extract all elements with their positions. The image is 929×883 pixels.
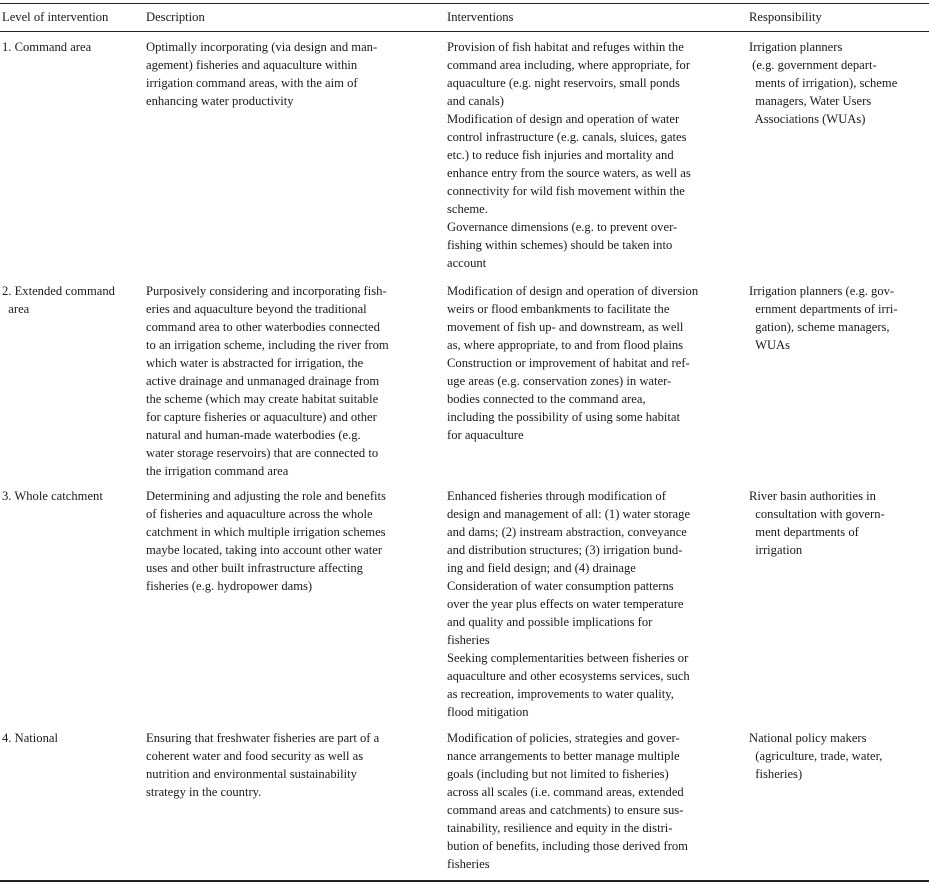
row-4-level: 4. National [2,731,58,745]
row-3-responsibility: River basin authorities in consultation with govern- ment departments of irrigation [749,489,885,557]
header-rule [0,31,929,32]
row-3-interventions: Enhanced fisheries through modification of design and management of all: (1) water storage and dams; (2) instream abstraction, conveyance and distribution structures; (3) irrigation bund- ing and field design; and (4) drainage Consideration of water consumption patterns over the year plus effects on water temperature and quality and possible implications for fisheries Seeking complementarities between fisheries or aquaculture and other ecosystems services, such as recreation, improvements to water quality, flood mitigation [447,489,691,719]
header-description: Description [146,10,205,24]
row-3-level: 3. Whole catchment [2,489,103,503]
row-4-responsibility: National policy makers (agriculture, trade, water, fisheries) [749,731,883,781]
row-4-interventions: Modification of policies, strategies and gover- nance arrangements to better manage multiple goals (including but not limited to fisheries) across all scales (i.e. command areas, extended command areas and catchments) to ensure sus- tainability, resilience and equity in the distri- bution of benefits, including those derived from fisheries [447,731,688,871]
row-1-description: Optimally incorporating (via design and man- agement) fisheries and aquaculture within irrigation command areas, with the aim of enhancing water productivity [146,40,378,108]
row-3-description: Determining and adjusting the role and benefits of fisheries and aquaculture across the whole catchment in which multiple irrigation schemes maybe located, taking into account other water uses and other built infrastructure affecting fisheries (e.g. hydropower dams) [146,489,386,593]
row-2-description: Purposively considering and incorporating fish- eries and aquaculture beyond the traditional command area to other waterbodies connected to an irrigation scheme, including the river from which water is abstracted for irrigation, the active drainage and unmanaged drainage from the scheme (which may create habitat suitable for capture fisheries or aquaculture) and other natural and human-made waterbodies (e.g. water storage reservoirs) that are connected to the irrigation command area [146,284,389,478]
row-2-responsibility: Irrigation planners (e.g. gov- ernment departments of irri- gation), scheme managers, WUAs [749,284,898,352]
header-responsibility: Responsibility [749,10,822,24]
header-interventions: Interventions [447,10,514,24]
table-top-rule [0,3,929,4]
row-1-level: 1. Command area [2,40,92,54]
row-1-responsibility: Irrigation planners (e.g. government depart- ments of irrigation), scheme managers, Water Users Associations (WUAs) [749,40,898,126]
row-2-level: 2. Extended command area [2,284,115,316]
header-level: Level of intervention [2,10,109,24]
table-bottom-rule [0,880,929,882]
row-4-description: Ensuring that freshwater fisheries are part of a coherent water and food security as well as nutrition and environmental sustainability strategy in the country. [146,731,380,799]
row-1-interventions: Provision of fish habitat and refuges within the command area including, where appropriate, for aquaculture (e.g. night reservoirs, small ponds and canals) Modification of design and operation of water control infrastructure (e.g. canals, sluices, gates etc.) to reduce fish injuries and mortality and enhance entry from the source waters, as well as connectivity for wild fish movement within the scheme. Governance dimensions (e.g. to prevent over- fishing within schemes) should be taken into account [447,40,691,270]
row-2-interventions: Modification of design and operation of diversion weirs or flood embankments to facilitate the movement of fish up- and downstream, as well as, where appropriate, to and from flood plains Construction or improvement of habitat and ref- uge areas (e.g. conservation zones) in water- bodies connected to the command area, including the possibility of using some habitat for aquaculture [447,284,699,442]
